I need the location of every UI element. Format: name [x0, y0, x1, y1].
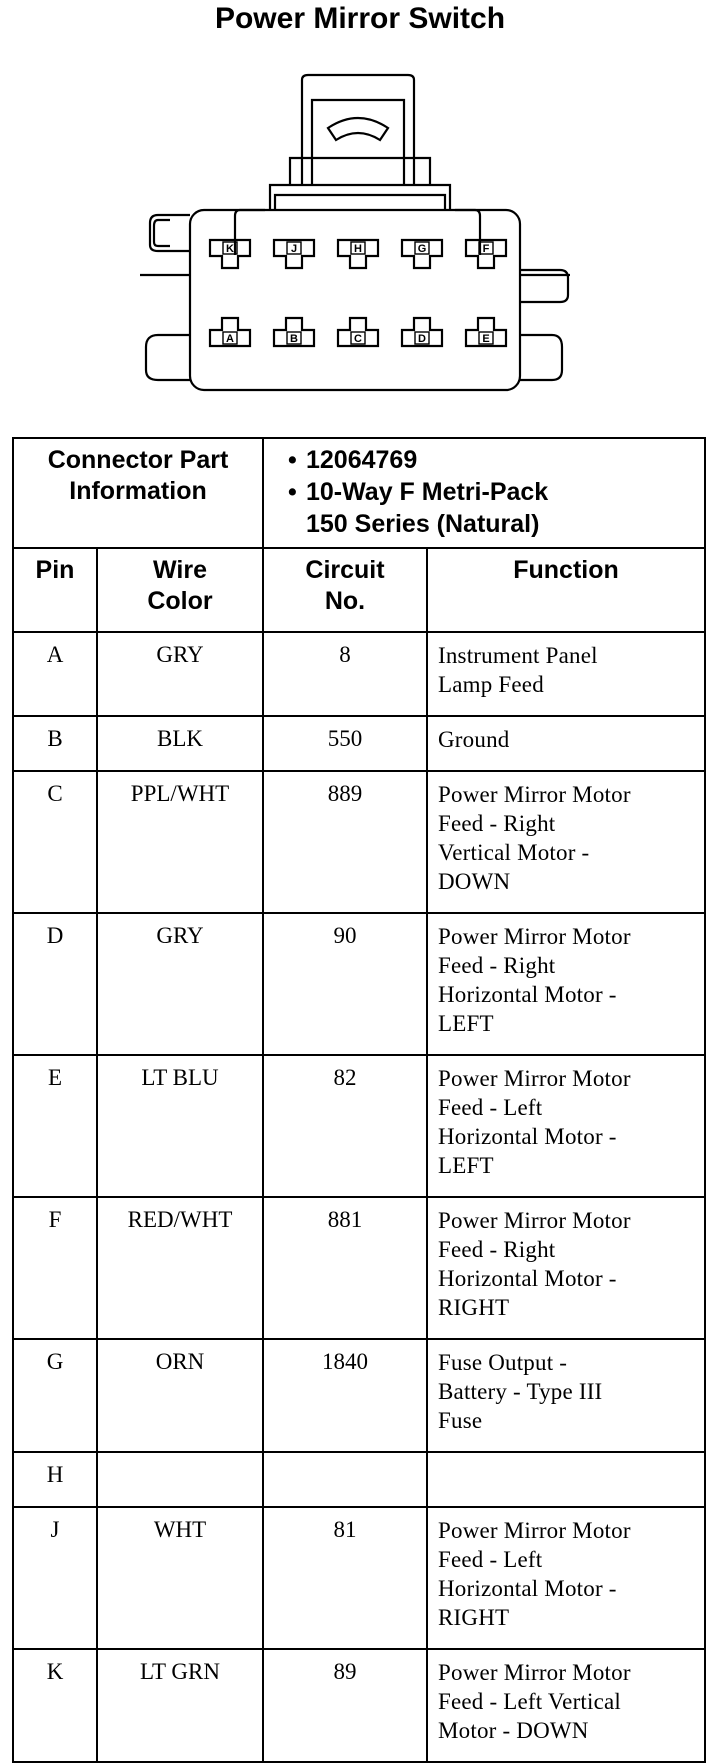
function-cell: [427, 632, 705, 716]
pin-cell: E: [13, 1055, 97, 1197]
pin-letter-h: H: [354, 243, 362, 255]
function-line: Power Mirror Motor: [438, 1660, 631, 1685]
function-line: DOWN: [438, 869, 511, 894]
pin-letter-g: G: [417, 243, 427, 255]
function-line: LEFT: [438, 1011, 494, 1036]
function-line: Feed - Right: [438, 1237, 556, 1262]
function-line: LEFT: [438, 1153, 494, 1178]
connector-info-label-line2: Information: [69, 477, 207, 505]
function-cell: [427, 913, 705, 1055]
function-line: Motor - DOWN: [438, 1718, 589, 1743]
table-row: [13, 771, 705, 913]
function-line: Feed - Left: [438, 1095, 543, 1120]
function-cell: [427, 1055, 705, 1197]
function-line: Horizontal Motor -: [438, 1266, 617, 1291]
pin-cell: H: [13, 1452, 97, 1507]
info-item-series: 150 Series (Natural): [306, 510, 540, 538]
function-line: Battery - Type III: [438, 1379, 603, 1404]
pin-letter-j: J: [290, 243, 298, 255]
col-header-function: Function: [427, 548, 705, 632]
connector-info-label: [13, 438, 263, 548]
function-line: Feed - Left Vertical: [438, 1689, 622, 1714]
circuit-cell: 82: [263, 1055, 427, 1197]
wire-color-cell: ORN: [97, 1339, 263, 1452]
function-line: Power Mirror Motor: [438, 1208, 631, 1233]
wire-color-cell: LT GRN: [97, 1649, 263, 1762]
function-line: Ground: [438, 727, 510, 752]
pin-cell: K: [13, 1649, 97, 1762]
table-row: [13, 1339, 705, 1452]
top-pin-row: [210, 240, 506, 268]
pin-cell: D: [13, 913, 97, 1055]
function-cell: [427, 716, 705, 771]
pin-letter-f: F: [482, 243, 490, 255]
function-line: Instrument Panel: [438, 643, 598, 668]
function-line: Feed - Right: [438, 811, 556, 836]
circuit-cell: 89: [263, 1649, 427, 1762]
function-line: Horizontal Motor -: [438, 1576, 617, 1601]
function-cell: [427, 1452, 705, 1507]
wire-color-cell: BLK: [97, 716, 263, 771]
function-cell: [427, 771, 705, 913]
function-line: Fuse Output -: [438, 1350, 568, 1375]
column-header-row: [13, 548, 705, 632]
col-header-pin: Pin: [13, 548, 97, 632]
bottom-pin-row: [210, 318, 506, 346]
function-line: RIGHT: [438, 1295, 510, 1320]
col-header-circuit: Circuit No.: [263, 548, 427, 632]
table-row: [13, 1649, 705, 1762]
function-line: Horizontal Motor -: [438, 1124, 617, 1149]
function-cell: [427, 1197, 705, 1339]
wire-color-cell: [97, 1452, 263, 1507]
table-row: [13, 913, 705, 1055]
function-line: Power Mirror Motor: [438, 782, 631, 807]
table-row: [13, 716, 705, 771]
pin-letter-c: C: [354, 333, 362, 345]
function-line: Vertical Motor -: [438, 840, 590, 865]
table-row: [13, 1452, 705, 1507]
function-cell: [427, 1339, 705, 1452]
pin-letter-e: E: [482, 333, 490, 345]
function-line: RIGHT: [438, 1605, 510, 1630]
pin-cell: A: [13, 632, 97, 716]
connector-info-label-line1: Connector Part: [47, 446, 229, 474]
circuit-cell: 550: [263, 716, 427, 771]
table-row: [13, 1507, 705, 1649]
circuit-cell: 8: [263, 632, 427, 716]
pin-cell: B: [13, 716, 97, 771]
wire-color-cell: RED/WHT: [97, 1197, 263, 1339]
table-row: [13, 1197, 705, 1339]
pin-letter-b: B: [290, 333, 298, 345]
pin-cell: F: [13, 1197, 97, 1339]
col-header-wire-color: Wire Color: [97, 548, 263, 632]
page-title: Power Mirror Switch: [214, 2, 506, 35]
function-line: Horizontal Motor -: [438, 982, 617, 1007]
circuit-cell: 889: [263, 771, 427, 913]
info-item-part-number: • 12064769: [288, 446, 418, 474]
function-line: Lamp Feed: [438, 672, 544, 697]
function-cell: [427, 1649, 705, 1762]
pin-cell: G: [13, 1339, 97, 1452]
function-line: Power Mirror Motor: [438, 1066, 631, 1091]
function-line: Power Mirror Motor: [438, 924, 631, 949]
pinout-table: [12, 437, 706, 1763]
function-line: Feed - Left: [438, 1547, 543, 1572]
pin-cell: J: [13, 1507, 97, 1649]
info-item-connector-type: • 10-Way F Metri-Pack: [288, 478, 549, 506]
connector-info-row: [13, 438, 705, 548]
circuit-cell: 1840: [263, 1339, 427, 1452]
pin-cell: C: [13, 771, 97, 913]
wire-color-cell: GRY: [97, 913, 263, 1055]
wire-color-cell: GRY: [97, 632, 263, 716]
pin-letter-k: K: [226, 243, 234, 255]
wire-color-cell: PPL/WHT: [97, 771, 263, 913]
table-row: [13, 1055, 705, 1197]
circuit-cell: [263, 1452, 427, 1507]
function-line: Fuse: [438, 1408, 483, 1433]
circuit-cell: 881: [263, 1197, 427, 1339]
wire-color-cell: LT BLU: [97, 1055, 263, 1197]
wire-color-cell: WHT: [97, 1507, 263, 1649]
pin-letter-a: A: [226, 333, 234, 345]
connector-info-list: [263, 438, 705, 548]
pin-letter-d: D: [418, 333, 426, 345]
table-row: [13, 632, 705, 716]
function-line: Power Mirror Motor: [438, 1518, 631, 1543]
circuit-cell: 90: [263, 913, 427, 1055]
function-cell: [427, 1507, 705, 1649]
circuit-cell: 81: [263, 1507, 427, 1649]
connector-diagram: [140, 70, 570, 410]
function-line: Feed - Right: [438, 953, 556, 978]
